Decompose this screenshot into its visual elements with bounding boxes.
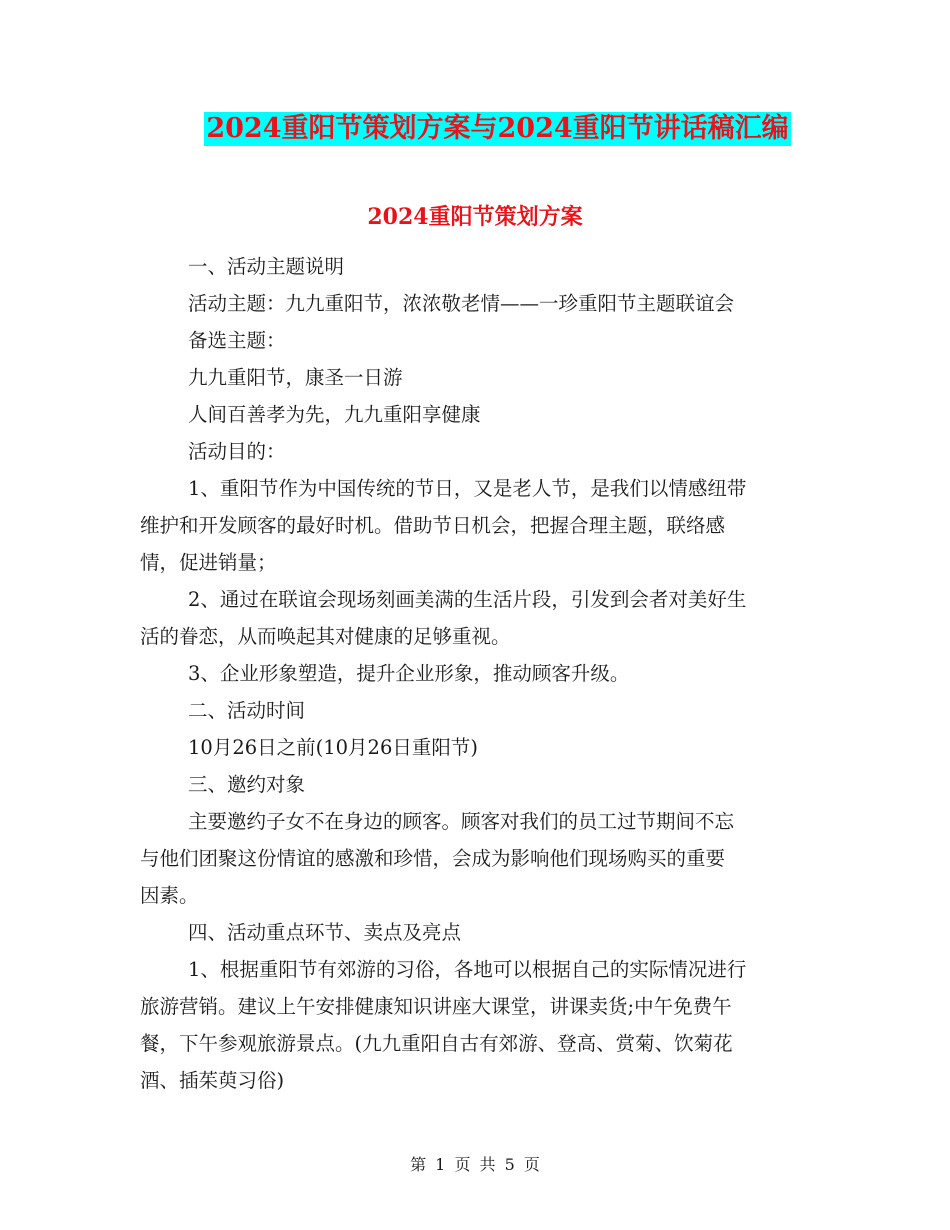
activity-time: 10月26日之前(10月26日重阳节): [188, 736, 478, 759]
highlights-line-2: 旅游营销。建议上午安排健康知识讲座大课堂，讲课卖货;中午免费午: [140, 995, 732, 1018]
alt-theme-label: 备选主题：: [188, 329, 286, 352]
page-number-footer: 第 1 页 共 5 页: [410, 1155, 540, 1174]
highlights-line-4: 酒、插茱萸习俗): [140, 1069, 285, 1092]
invitees-line-3: 因素。: [140, 884, 199, 907]
purpose-3: 3、企业形象塑造，提升企业形象，推动顾客升级。: [188, 662, 630, 685]
document-title: 2024重阳节策划方案与2024重阳节讲话稿汇编: [206, 113, 789, 144]
invitees-line-2: 与他们团聚这份情谊的感激和珍惜，会成为影响他们现场购买的重要: [140, 847, 726, 870]
alt-theme-1: 九九重阳节，康圣一日游: [188, 366, 403, 389]
section-title: 2024重阳节策划方案: [367, 204, 583, 230]
activity-theme-line: 活动主题：九九重阳节，浓浓敬老情——一珍重阳节主题联谊会: [188, 292, 735, 315]
heading-activity-theme: 一、活动主题说明: [188, 255, 345, 278]
highlights-line-1: 1、根据重阳节有郊游的习俗，各地可以根据自己的实际情况进行: [188, 958, 747, 981]
purpose-1-line-3: 情，促进销量；: [140, 551, 277, 574]
purpose-2-line-1: 2、通过在联谊会现场刻画美满的生活片段，引发到会者对美好生: [188, 588, 747, 611]
heading-invitees: 三、邀约对象: [188, 773, 306, 796]
purpose-1-line-1: 1、重阳节作为中国传统的节日，又是老人节，是我们以情感纽带: [188, 477, 747, 500]
invitees-line-1: 主要邀约子女不在身边的顾客。顾客对我们的员工过节期间不忘: [188, 810, 735, 833]
document-title-wrap: [0, 112, 950, 146]
document-body: [140, 248, 808, 1099]
heading-activity-time: 二、活动时间: [188, 699, 306, 722]
activity-purpose-label: 活动目的：: [188, 440, 286, 463]
heading-highlights: 四、活动重点环节、卖点及亮点: [188, 921, 462, 944]
highlights-line-3: 餐，下午参观旅游景点。(九九重阳自古有郊游、登高、赏菊、饮菊花: [140, 1032, 733, 1055]
purpose-1-line-2: 维护和开发顾客的最好时机。借助节日机会，把握合理主题，联络感: [140, 514, 726, 537]
purpose-2-line-2: 活的眷恋，从而唤起其对健康的足够重视。: [140, 625, 511, 648]
alt-theme-2: 人间百善孝为先，九九重阳享健康: [188, 403, 481, 426]
